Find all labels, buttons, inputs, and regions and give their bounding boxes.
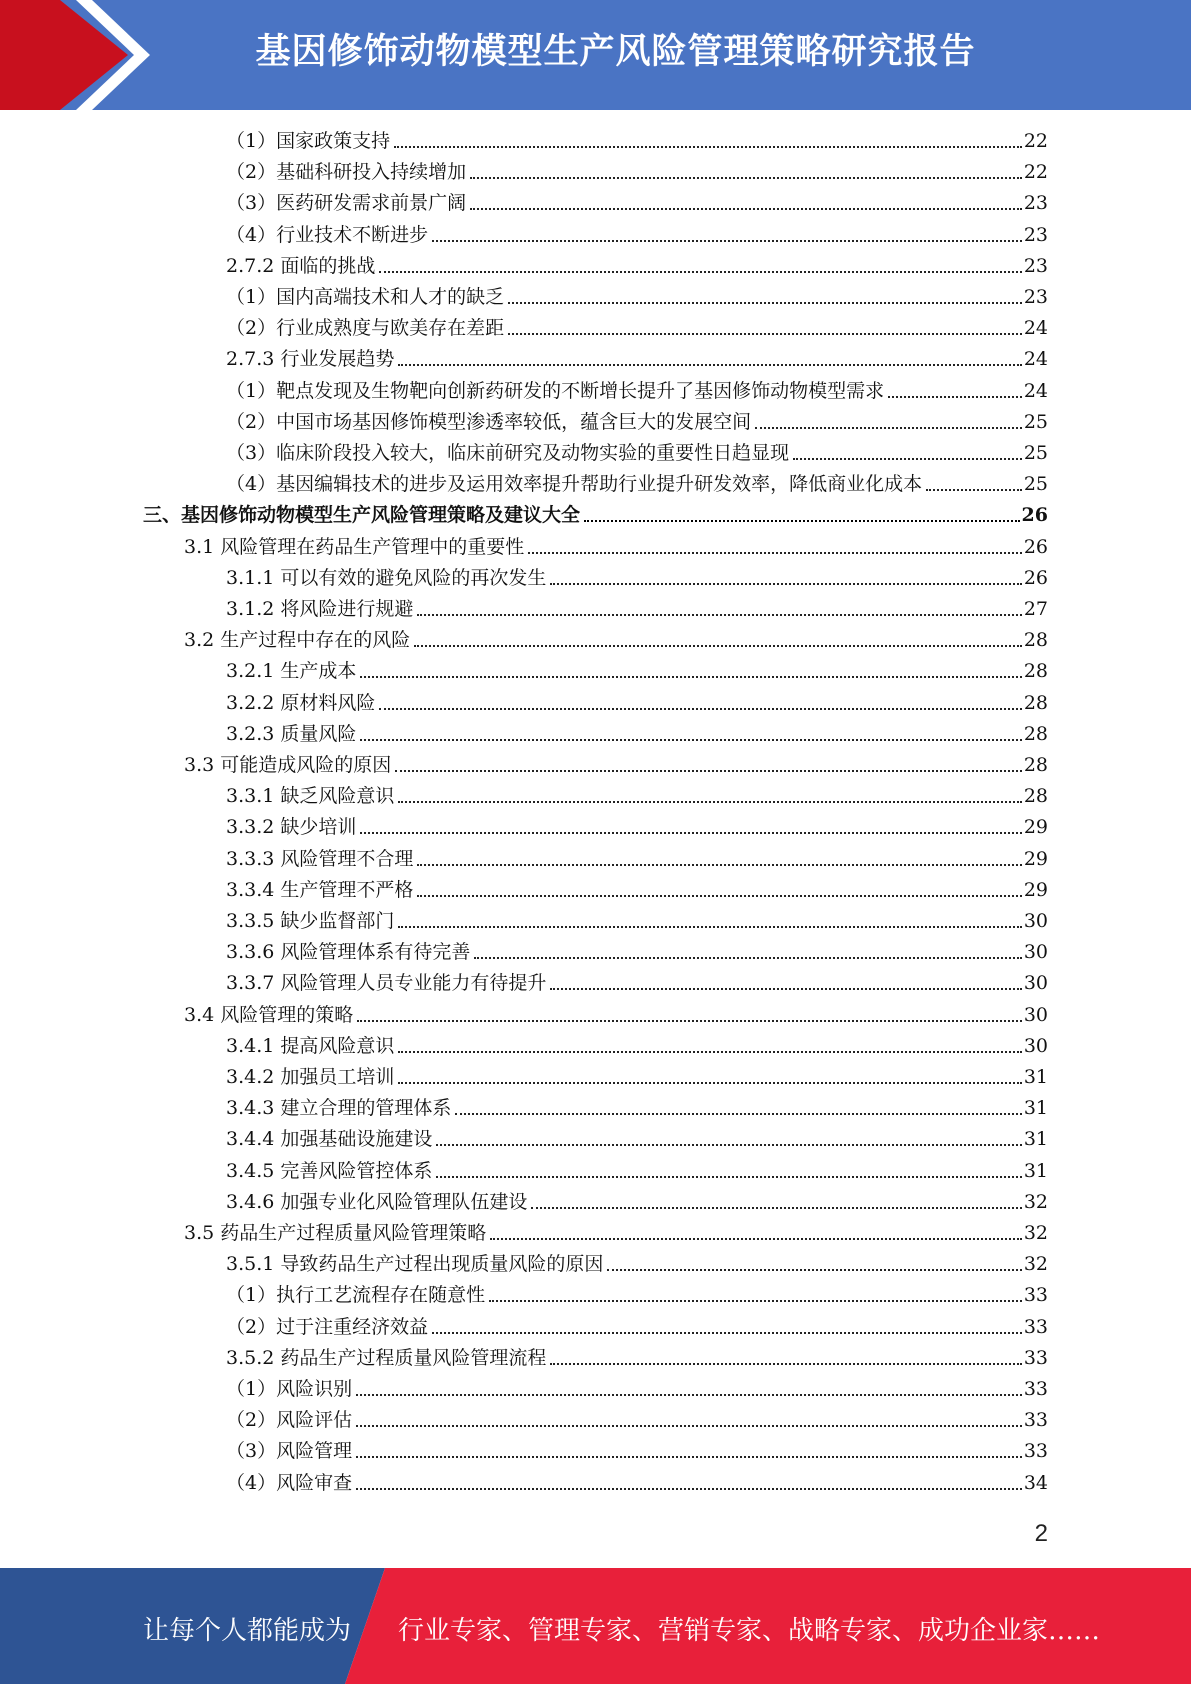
- toc-leader-dots: [436, 1142, 1021, 1146]
- toc-entry-page: 24: [1023, 380, 1048, 402]
- toc-entry-page: 29: [1023, 848, 1048, 870]
- toc-entry[interactable]: [226, 1031, 1048, 1061]
- toc-entry[interactable]: [143, 500, 1048, 530]
- toc-leader-dots: [888, 394, 1022, 398]
- toc-entry[interactable]: [226, 313, 1048, 343]
- toc-entry-label: 3.4 风险管理的策略: [184, 1004, 354, 1026]
- toc-entry-page: 25: [1023, 442, 1048, 464]
- toc-entry[interactable]: [226, 1062, 1048, 1092]
- toc-entry[interactable]: [226, 1468, 1048, 1498]
- toc-entry[interactable]: [226, 376, 1048, 406]
- toc-entry-page: 28: [1023, 754, 1048, 776]
- toc-leader-dots: [755, 425, 1022, 429]
- toc-entry-page: 33: [1023, 1440, 1048, 1462]
- toc-entry-label: 3.2 生产过程中存在的风险: [184, 629, 411, 651]
- toc-entry-page: 28: [1023, 660, 1048, 682]
- toc-leader-dots: [470, 175, 1022, 179]
- toc-leader-dots: [356, 1423, 1022, 1427]
- toc-entry[interactable]: [226, 188, 1048, 218]
- toc-entry-label: 3.3.1 缺乏风险意识: [226, 785, 395, 807]
- toc-leader-dots: [550, 581, 1021, 585]
- toc-entry-label: 3.4.6 加强专业化风险管理队伍建设: [226, 1191, 528, 1213]
- toc-entry-page: 32: [1023, 1191, 1048, 1213]
- toc-entry-page: 30: [1023, 1035, 1048, 1057]
- toc-entry-label: 3.3.4 生产管理不严格: [226, 879, 414, 901]
- toc-leader-dots: [398, 1049, 1021, 1053]
- toc-entry[interactable]: [226, 1436, 1048, 1466]
- toc-leader-dots: [550, 986, 1021, 990]
- toc-entry[interactable]: [226, 688, 1048, 718]
- toc-entry[interactable]: [226, 157, 1048, 187]
- toc-entry-page: 22: [1023, 161, 1048, 183]
- toc-entry-label: 3.4.2 加强员工培训: [226, 1066, 395, 1088]
- toc-entry-label: 3.1.1 可以有效的避免风险的再次发生: [226, 567, 547, 589]
- page-footer: [0, 1568, 1191, 1684]
- toc-entry-label: （2）基础科研投入持续增加: [226, 161, 467, 183]
- toc-entry-page: 31: [1023, 1128, 1048, 1150]
- toc-entry-label: （1）靶点发现及生物靶向创新药研发的不断增长提升了基因修饰动物模型需求: [226, 380, 885, 402]
- toc-entry-label: 2.7.3 行业发展趋势: [226, 348, 395, 370]
- toc-entry[interactable]: [226, 1374, 1048, 1404]
- toc-entry[interactable]: [226, 968, 1048, 998]
- toc-entry-label: 3.5.1 导致药品生产过程出现质量风险的原因: [226, 1253, 604, 1275]
- toc-entry-label: （2）过于注重经济效益: [226, 1316, 429, 1338]
- toc-leader-dots: [357, 1018, 1022, 1022]
- toc-leader-dots: [490, 1236, 1022, 1240]
- toc-entry-label: （1）国家政策支持: [226, 130, 391, 152]
- toc-entry-page: 32: [1023, 1253, 1048, 1275]
- toc-entry[interactable]: [226, 719, 1048, 749]
- toc-entry-label: 三、基因修饰动物模型生产风险管理策略及建议大全: [143, 504, 581, 526]
- toc-entry[interactable]: [226, 594, 1048, 624]
- toc-entry-label: 3.1.2 将风险进行规避: [226, 598, 414, 620]
- toc-leader-dots: [432, 1330, 1022, 1334]
- toc-entry-label: （4）风险审查: [226, 1472, 353, 1494]
- toc-entry-page: 30: [1023, 972, 1048, 994]
- toc-entry[interactable]: [226, 1124, 1048, 1154]
- toc-entry[interactable]: [226, 656, 1048, 686]
- toc-entry[interactable]: [226, 563, 1048, 593]
- toc-leader-dots: [607, 1267, 1021, 1271]
- toc-entry-page: 23: [1023, 255, 1048, 277]
- toc-entry-page: 29: [1023, 879, 1048, 901]
- toc-entry-page: 28: [1023, 785, 1048, 807]
- toc-entry-page: 22: [1023, 130, 1048, 152]
- toc-entry-page: 27: [1023, 598, 1048, 620]
- toc-leader-dots: [474, 955, 1021, 959]
- toc-leader-dots: [550, 1361, 1021, 1365]
- toc-entry-page: 33: [1023, 1409, 1048, 1431]
- toc-entry-label: （4）行业技术不断进步: [226, 224, 429, 246]
- toc-entry[interactable]: [226, 1405, 1048, 1435]
- toc-entry[interactable]: [226, 844, 1048, 874]
- toc-entry-page: 24: [1023, 348, 1048, 370]
- toc-entry-label: 3.4.1 提高风险意识: [226, 1035, 395, 1057]
- toc-entry-label: （1）国内高端技术和人才的缺乏: [226, 286, 505, 308]
- toc-entry-label: （3）医药研发需求前景广阔: [226, 192, 467, 214]
- toc-entry-page: 25: [1023, 411, 1048, 433]
- toc-entry-page: 30: [1023, 941, 1048, 963]
- toc-entry-label: 3.3.6 风险管理体系有待完善: [226, 941, 471, 963]
- toc-entry[interactable]: [184, 750, 1048, 780]
- toc-leader-dots: [436, 1174, 1021, 1178]
- toc-entry-label: （2）行业成熟度与欧美存在差距: [226, 317, 505, 339]
- page-header: [0, 0, 1191, 110]
- toc-entry-page: 31: [1023, 1066, 1048, 1088]
- toc-leader-dots: [489, 1298, 1022, 1302]
- toc-entry-page: 26: [1021, 504, 1048, 526]
- toc-entry-page: 23: [1023, 286, 1048, 308]
- toc-leader-dots: [508, 300, 1022, 304]
- toc-entry-page: 31: [1023, 1097, 1048, 1119]
- toc-entry-page: 23: [1023, 192, 1048, 214]
- toc-entry[interactable]: [226, 251, 1048, 281]
- toc-entry-page: 33: [1023, 1316, 1048, 1338]
- toc-leader-dots: [926, 487, 1022, 491]
- toc-entry[interactable]: [226, 220, 1048, 250]
- toc-entry-label: （3）临床阶段投入较大，临床前研究及动物实验的重要性日趋显现: [226, 442, 790, 464]
- toc-entry-label: 3.2.2 原材料风险: [226, 692, 376, 714]
- toc-entry[interactable]: [226, 469, 1048, 499]
- toc-leader-dots: [356, 1392, 1022, 1396]
- toc-entry-page: 26: [1023, 536, 1048, 558]
- toc-entry-page: 33: [1023, 1378, 1048, 1400]
- toc-entry-page: 33: [1023, 1284, 1048, 1306]
- toc-entry[interactable]: [226, 937, 1048, 967]
- toc-entry[interactable]: [184, 532, 1048, 562]
- toc-entry-page: 30: [1023, 910, 1048, 932]
- toc-entry[interactable]: [226, 781, 1048, 811]
- toc-entry[interactable]: [226, 875, 1048, 905]
- toc-entry-label: 3.3.3 风险管理不合理: [226, 848, 414, 870]
- toc-entry-label: 3.3.7 风险管理人员专业能力有待提升: [226, 972, 547, 994]
- toc-leader-dots: [417, 612, 1021, 616]
- toc-entry-page: 24: [1023, 317, 1048, 339]
- toc-leader-dots: [432, 238, 1022, 242]
- toc-leader-dots: [379, 706, 1021, 710]
- toc-entry-label: 3.4.5 完善风险管控体系: [226, 1160, 433, 1182]
- toc-entry[interactable]: [226, 126, 1048, 156]
- toc-entry-page: 29: [1023, 816, 1048, 838]
- toc-entry-label: 3.1 风险管理在药品生产管理中的重要性: [184, 536, 525, 558]
- toc-entry-page: 23: [1023, 224, 1048, 246]
- toc-entry-page: 34: [1023, 1472, 1048, 1494]
- toc-leader-dots: [455, 1111, 1021, 1115]
- document-title: 基因修饰动物模型生产风险管理策略研究报告: [255, 32, 976, 72]
- toc-entry-label: 3.2.3 质量风险: [226, 723, 357, 745]
- toc-leader-dots: [360, 737, 1021, 741]
- toc-leader-dots: [356, 1454, 1022, 1458]
- toc-entry[interactable]: [226, 812, 1048, 842]
- toc-leader-dots: [414, 643, 1022, 647]
- toc-leader-dots: [360, 830, 1021, 834]
- toc-entry[interactable]: [184, 1218, 1048, 1248]
- toc-leader-dots: [395, 768, 1022, 772]
- toc-entry-page: 25: [1023, 473, 1048, 495]
- toc-leader-dots: [379, 269, 1021, 273]
- toc-entry-page: 30: [1023, 1004, 1048, 1026]
- toc-entry-label: （2）中国市场基因修饰模型渗透率较低，蕴含巨大的发展空间: [226, 411, 752, 433]
- toc-entry-label: （1）风险识别: [226, 1378, 353, 1400]
- toc-entry[interactable]: [226, 906, 1048, 936]
- toc-leader-dots: [398, 362, 1021, 366]
- toc-entry-label: （1）执行工艺流程存在随意性: [226, 1284, 486, 1306]
- toc-entry[interactable]: [226, 1280, 1048, 1310]
- toc-entry-label: 3.2.1 生产成本: [226, 660, 357, 682]
- toc-entry-page: 28: [1023, 692, 1048, 714]
- toc-entry-label: 3.5 药品生产过程质量风险管理策略: [184, 1222, 487, 1244]
- toc-entry-page: 32: [1023, 1222, 1048, 1244]
- toc-entry[interactable]: [226, 1249, 1048, 1279]
- toc-leader-dots: [417, 862, 1021, 866]
- toc-entry-page: 28: [1023, 629, 1048, 651]
- toc-entry[interactable]: [226, 344, 1048, 374]
- toc-entry[interactable]: [226, 282, 1048, 312]
- toc-entry[interactable]: [184, 1000, 1048, 1030]
- toc-leader-dots: [356, 1486, 1022, 1490]
- toc-leader-dots: [531, 1205, 1021, 1209]
- toc-entry-label: 3.3 可能造成风险的原因: [184, 754, 392, 776]
- toc-entry-label: 3.4.4 加强基础设施建设: [226, 1128, 433, 1150]
- toc-leader-dots: [584, 518, 1020, 522]
- page-number: 2: [1034, 1520, 1048, 1547]
- toc-leader-dots: [508, 331, 1022, 335]
- toc-entry[interactable]: [226, 438, 1048, 468]
- toc-leader-dots: [398, 924, 1021, 928]
- toc-entry[interactable]: [226, 1312, 1048, 1342]
- toc-leader-dots: [394, 144, 1022, 148]
- toc-leader-dots: [417, 893, 1021, 897]
- toc-entry-label: 3.4.3 建立合理的管理体系: [226, 1097, 452, 1119]
- toc-entry-page: 33: [1023, 1347, 1048, 1369]
- toc-leader-dots: [360, 674, 1021, 678]
- toc-entry-label: （4）基因编辑技术的进步及运用效率提升帮助行业提升研发效率，降低商业化成本: [226, 473, 923, 495]
- toc-entry-page: 28: [1023, 723, 1048, 745]
- toc-entry[interactable]: [184, 625, 1048, 655]
- toc-entry-label: （2）风险评估: [226, 1409, 353, 1431]
- toc-leader-dots: [528, 550, 1022, 554]
- toc-entry-label: 3.5.2 药品生产过程质量风险管理流程: [226, 1347, 547, 1369]
- footer-slogan-right: 行业专家、管理专家、营销专家、战略专家、成功企业家……: [398, 1616, 1101, 1646]
- toc-leader-dots: [398, 1080, 1021, 1084]
- toc-leader-dots: [398, 799, 1021, 803]
- toc-entry[interactable]: [226, 1343, 1048, 1373]
- toc-entry[interactable]: [226, 1156, 1048, 1186]
- toc-entry[interactable]: [226, 1093, 1048, 1123]
- toc-entry[interactable]: [226, 407, 1048, 437]
- toc-entry-page: 26: [1023, 567, 1048, 589]
- toc-entry-label: 3.3.5 缺少监督部门: [226, 910, 395, 932]
- toc-entry[interactable]: [226, 1187, 1048, 1217]
- toc-leader-dots: [470, 206, 1022, 210]
- toc-entry-label: 3.3.2 缺少培训: [226, 816, 357, 838]
- toc-entry-label: （3）风险管理: [226, 1440, 353, 1462]
- toc-entry-label: 2.7.2 面临的挑战: [226, 255, 376, 277]
- toc-leader-dots: [793, 456, 1022, 460]
- toc-entry-page: 31: [1023, 1160, 1048, 1182]
- footer-slogan-left: 让每个人都能成为: [143, 1616, 352, 1646]
